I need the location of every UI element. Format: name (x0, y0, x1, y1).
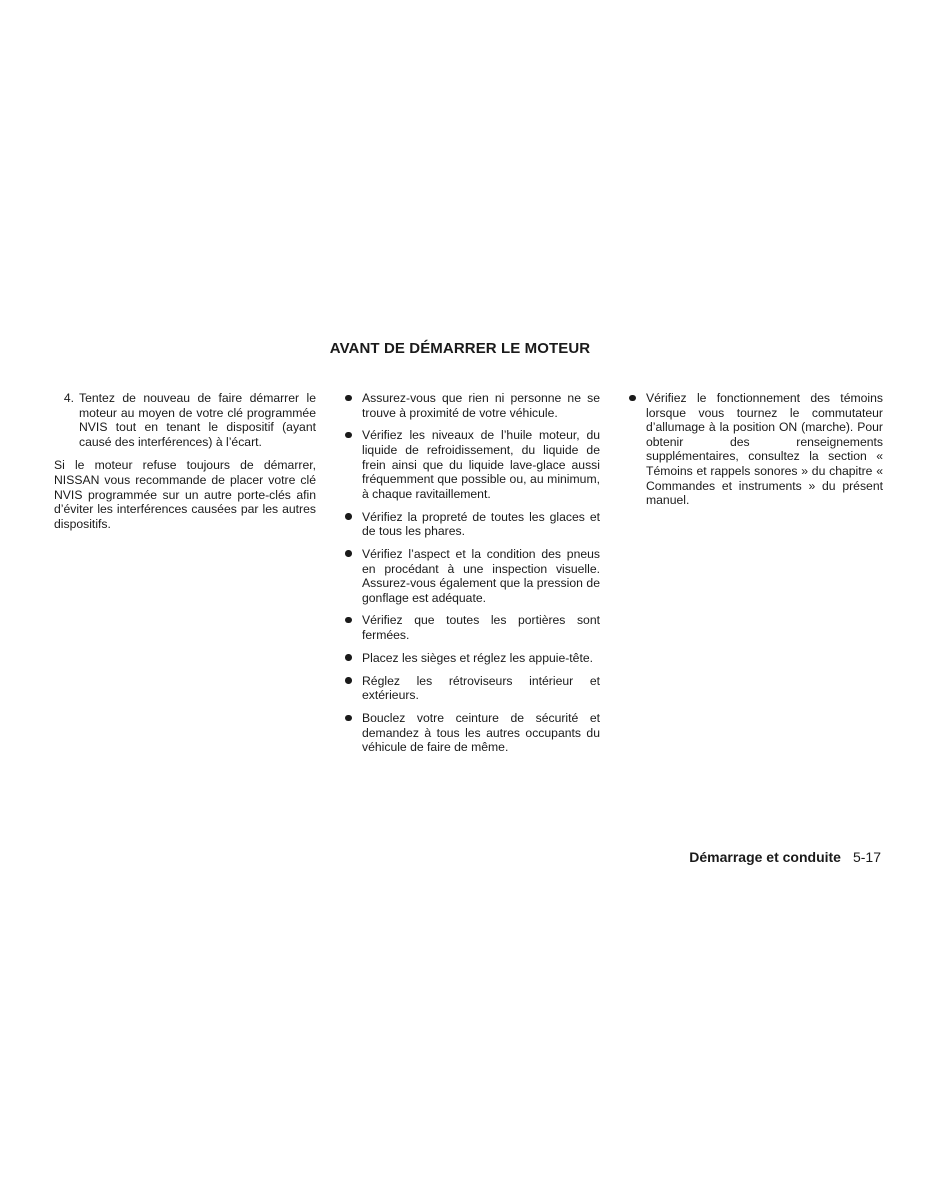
list-item: Vérifiez le fonctionnement des témoins lorsque vous tournez le commutateur d’allumage à la position ON (marche). Pour obtenir des renseignements supplémentaires, consultez la section « Témoins et rappels sonores » du chapitre « Commandes et instruments » du présent manuel. (628, 391, 883, 508)
step-number: 4. (63, 391, 74, 405)
bullet-icon (344, 391, 362, 420)
step-text: Tentez de nouveau de faire démarrer le moteur au moyen de votre clé programmée NVIS tout en tenant le dispositif (ayant causé des interférences) à l’écart. (79, 391, 316, 449)
page-footer (689, 849, 881, 865)
section-title: AVANT DE DÉMARRER LE MOTEUR (329, 340, 591, 357)
list-item: Vérifiez l’aspect et la condition des pneus en procédant à une inspection visuelle. Assurez-vous également que la pression de gonflage est adéquate. (344, 547, 600, 605)
list-item: Vérifiez la propreté de toutes les glaces et de tous les phares. (344, 510, 600, 539)
bullet-icon (344, 711, 362, 755)
list-item: Bouclez votre ceinture de sécurité et demandez à tous les autres occupants du véhicule de faire de même. (344, 711, 600, 755)
middle-column (344, 391, 600, 763)
numbered-step (54, 391, 316, 449)
list-item: Vérifiez que toutes les portières sont fermées. (344, 613, 600, 642)
bullet-icon (344, 547, 362, 605)
list-item: Réglez les rétroviseurs intérieur et extérieurs. (344, 674, 600, 703)
bullet-icon (628, 391, 646, 508)
list-item: Assurez-vous que rien ni personne ne se trouve à proximité de votre véhicule. (344, 391, 600, 420)
page-number: 5-17 (852, 849, 881, 865)
bullet-icon (344, 428, 362, 501)
left-column (54, 391, 316, 531)
bullet-icon (344, 651, 362, 666)
right-column (628, 391, 883, 516)
bullet-icon (344, 510, 362, 539)
list-item: Placez les sièges et réglez les appuie-tête. (344, 651, 600, 666)
checklist (344, 391, 600, 755)
chapter-title: Démarrage et conduite (689, 849, 841, 865)
bullet-icon (344, 613, 362, 642)
bullet-icon (344, 674, 362, 703)
body-paragraph: Si le moteur refuse toujours de démarrer, NISSAN vous recommande de placer votre clé NVIS programmée sur un autre porte-clés afin d’éviter les interférences causées par les autres dispositifs. (54, 458, 316, 531)
checklist (628, 391, 883, 508)
list-item: Vérifiez les niveaux de l’huile moteur, du liquide de refroidissement, du liquide de frein ainsi que du liquide lave-glace aussi fréquemment que possible ou, au minimum, à chaque ravitaillement. (344, 428, 600, 501)
